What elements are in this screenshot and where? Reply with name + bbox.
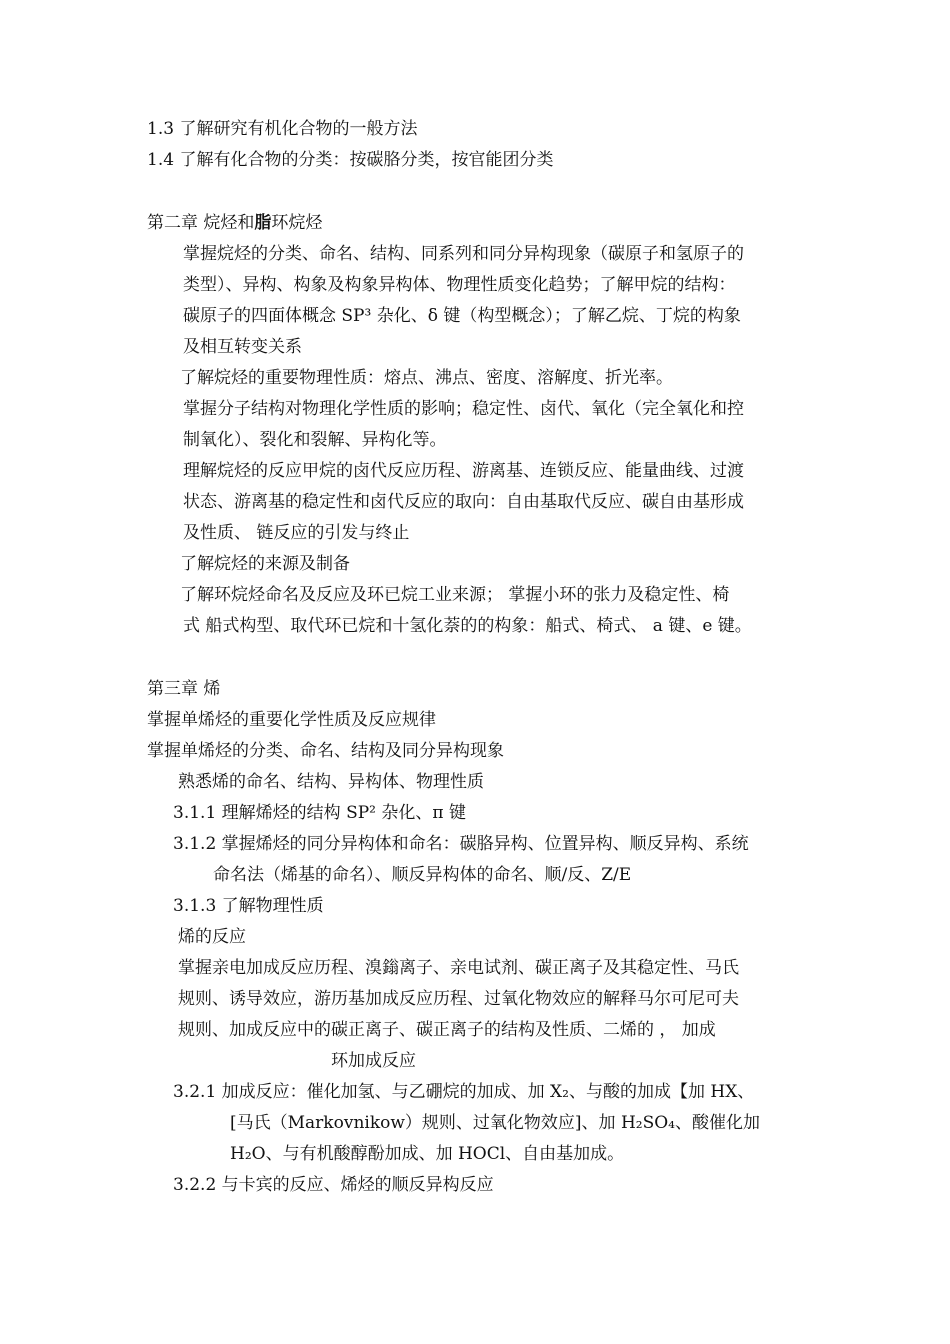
chapter-2-title-bold: 脂	[254, 213, 272, 233]
section-3-2-1-line: 3.2.1 加成反应：催化加氢、与乙硼烷的加成、加 X₂、与酸的加成【加 HX、	[173, 1082, 755, 1102]
chapter-2-p1-line: 类型）、异构、构象及构象异构体、物理性质变化趋势；了解甲烷的结构：	[183, 275, 736, 295]
reaction-paragraph-line: 规则、诱导效应，游历基加成反应历程、过氧化物效应的解释马尔可尼可夫	[178, 989, 739, 1009]
section-3-1-3: 3.1.3 了解物理性质	[173, 896, 324, 916]
section-3-1-1: 3.1.1 理解烯烃的结构 SP² 杂化、π 键	[173, 803, 466, 823]
chapter-2-title	[147, 212, 322, 234]
reaction-paragraph-line: 规则、加成反应中的碳正离子、碳正离子的结构及性质、二烯的 ， 加成	[178, 1020, 716, 1040]
chapter-2-p4-line: 理解烷烃的反应甲烷的卤代反应历程、游离基、连锁反应、能量曲线、过渡	[183, 461, 744, 481]
reaction-paragraph-line: 环加成反应	[331, 1051, 416, 1071]
section-3-1-2-line: 3.1.2 掌握烯烃的同分异构体和命名：碳胳异构、位置异构、顺反异构、系统	[173, 834, 749, 854]
chapter-3-line: 熟悉烯的命名、结构、异构体、物理性质	[178, 772, 484, 792]
chapter-2-p1-line: 碳原子的四面体概念 SP³ 杂化、δ 键（构型概念）；了解乙烷、丁烷的构象	[183, 306, 741, 326]
chapter-3-line: 掌握单烯烃的重要化学性质及反应规律	[147, 710, 436, 730]
chapter-2-p5: 了解烷烃的来源及制备	[180, 554, 350, 574]
chapter-2-p4-line: 及性质、 链反应的引发与终止	[183, 523, 410, 543]
chapter-3-line: 烯的反应	[178, 927, 246, 947]
chapter-2-p2: 了解烷烃的重要物理性质：熔点、沸点、密度、溶解度、折光率。	[180, 368, 673, 388]
section-1-4: 1.4 了解有化合物的分类：按碳胳分类，按官能团分类	[147, 150, 554, 170]
chapter-3-line: 掌握单烯烃的分类、命名、结构及同分异构现象	[147, 741, 504, 761]
reaction-paragraph-line: 掌握亲电加成反应历程、溴鎓离子、亲电试剂、碳正离子及其稳定性、马氏	[178, 958, 739, 978]
chapter-2-p6-line: 式 船式构型、取代环已烷和十氢化萘的的构象：船式、椅式、 a 键、e 键。	[183, 616, 752, 636]
section-3-2-1-line: [马氏（Markovnikow）规则、过氧化物效应]、加 H₂SO₄、酸催化加	[230, 1113, 760, 1133]
chapter-2-p6-line: 了解环烷烃命名及反应及环已烷工业来源； 掌握小环的张力及稳定性、椅	[180, 585, 730, 605]
section-3-1-2-line: 命名法（烯基的命名）、顺反异构体的命名、顺/反、Z/E	[213, 865, 632, 885]
chapter-3-title: 第三章 烯	[147, 679, 221, 699]
chapter-2-title-part: 第二章 烷烃和	[147, 213, 255, 233]
chapter-2-p3-line: 掌握分子结构对物理化学性质的影响；稳定性、卤代、氧化（完全氧化和控	[183, 399, 744, 419]
section-3-2-2: 3.2.2 与卡宾的反应、烯烃的顺反异构反应	[173, 1175, 494, 1195]
chapter-2-p1-line: 掌握烷烃的分类、命名、结构、同系列和同分异构现象（碳原子和氢原子的	[183, 244, 744, 264]
chapter-2-p4-line: 状态、游离基的稳定性和卤代反应的取向：自由基取代反应、碳自由基形成	[183, 492, 744, 512]
chapter-2-p3-line: 制氧化）、裂化和裂解、异构化等。	[183, 430, 447, 450]
chapter-2-title-part: 环烷烃	[271, 213, 323, 233]
chapter-2-p1-line: 及相互转变关系	[183, 337, 302, 357]
section-1-3: 1.3 了解研究有机化合物的一般方法	[147, 119, 418, 139]
section-3-2-1-line: H₂O、与有机酸醇酚加成、加 HOCl、自由基加成。	[230, 1144, 625, 1164]
